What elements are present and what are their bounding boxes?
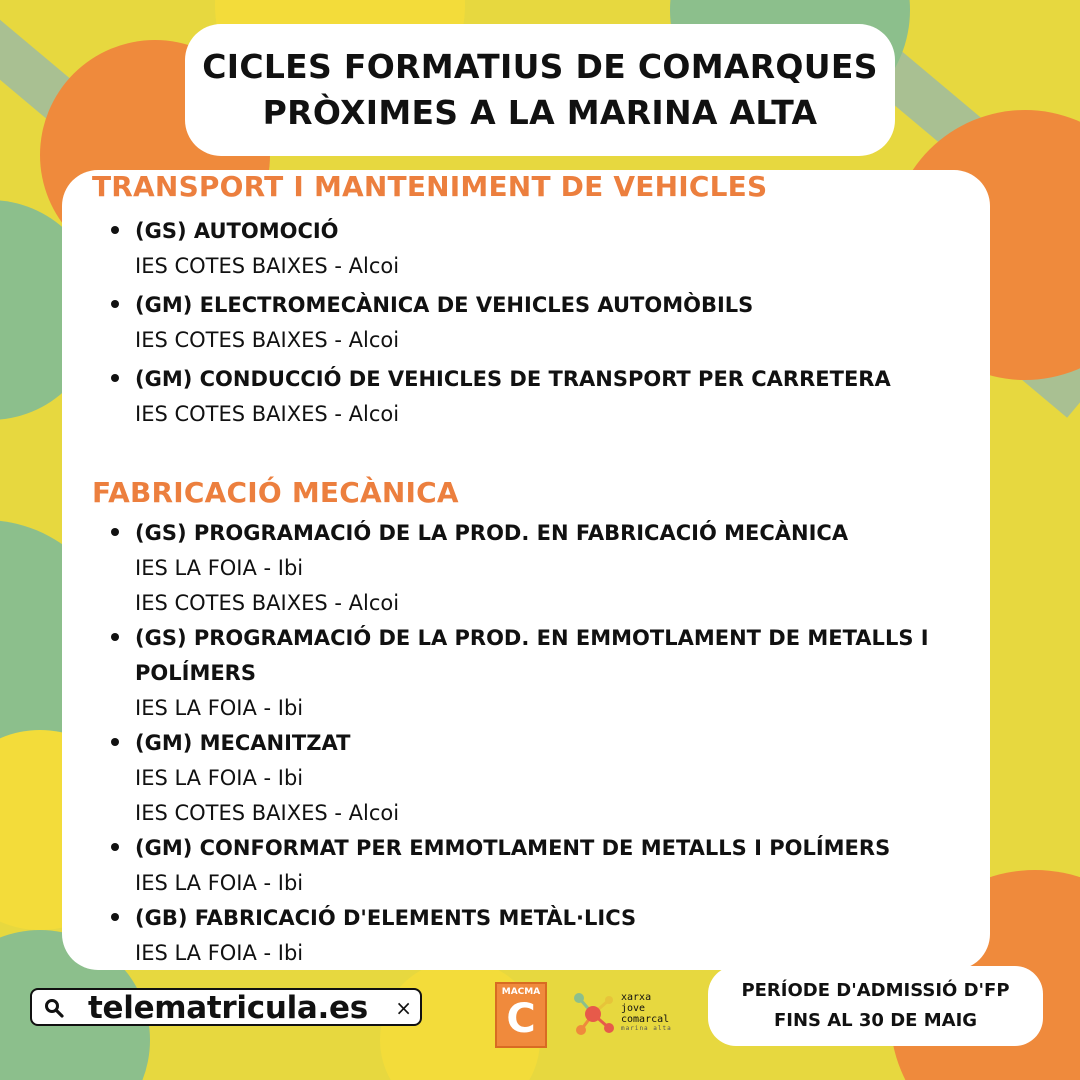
school-name: IES COTES BAIXES - Alcoi xyxy=(135,328,400,352)
macma-logo xyxy=(495,982,547,1048)
search-input[interactable]: telematricula.es xyxy=(88,990,368,1026)
list-item xyxy=(135,516,975,621)
bullet-icon xyxy=(111,913,119,921)
section-title-fabricacio: FABRICACIÓ MECÀNICA xyxy=(92,476,459,509)
xarxa-jove-logo xyxy=(571,988,681,1040)
bullet-icon xyxy=(111,374,119,382)
course-name: (GM) ELECTROMECÀNICA DE VEHICLES AUTOMÒBILS xyxy=(135,293,754,317)
course-name: (GS) PROGRAMACIÓ DE LA PROD. EN EMMOTLAMENT DE METALLS I xyxy=(135,626,929,650)
school-name: IES LA FOIA - Ibi xyxy=(135,696,304,720)
school-name: IES LA FOIA - Ibi xyxy=(135,871,304,895)
course-list-fabricacio xyxy=(135,516,975,971)
xarxa-logo-line-2: jove xyxy=(621,1003,646,1014)
search-bar[interactable] xyxy=(30,988,422,1026)
xarxa-logo-line-1: xarxa xyxy=(621,992,652,1003)
course-name: (GM) CONDUCCIÓ DE VEHICLES DE TRANSPORT PER CARRETERA xyxy=(135,367,891,391)
bullet-icon xyxy=(111,633,119,641)
admission-line-2: FINS AL 30 DE MAIG xyxy=(773,1010,978,1031)
course-name-continued: POLÍMERS xyxy=(135,661,256,685)
course-name: (GM) MECANITZAT xyxy=(135,731,351,755)
list-item xyxy=(135,901,975,971)
school-name: IES LA FOIA - Ibi xyxy=(135,556,304,580)
courses-panel xyxy=(62,170,990,970)
page-title-line-2: PRÒXIMES A LA MARINA ALTA xyxy=(262,93,818,132)
admission-period-box xyxy=(708,966,1043,1046)
xarxa-network-icon xyxy=(571,988,619,1040)
list-item xyxy=(135,726,975,831)
xarxa-logo-line-3: comarcal xyxy=(621,1014,670,1025)
school-name: IES LA FOIA - Ibi xyxy=(135,766,304,790)
course-name: (GS) PROGRAMACIÓ DE LA PROD. EN FABRICACIÓ MECÀNICA xyxy=(135,521,849,545)
school-name: IES COTES BAIXES - Alcoi xyxy=(135,591,400,615)
title-box xyxy=(185,24,895,156)
course-name: (GM) CONFORMAT PER EMMOTLAMENT DE METALLS I POLÍMERS xyxy=(135,836,891,860)
course-name: (GB) FABRICACIÓ D'ELEMENTS METÀL·LICS xyxy=(135,906,637,930)
school-name: IES COTES BAIXES - Alcoi xyxy=(135,254,400,278)
xarxa-logo-text xyxy=(621,992,669,1025)
section-title-transport: TRANSPORT I MANTENIMENT DE VEHICLES xyxy=(92,170,768,203)
school-name: IES COTES BAIXES - Alcoi xyxy=(135,402,400,426)
xarxa-logo-subtitle: marina alta xyxy=(621,1025,672,1032)
list-item xyxy=(135,288,975,358)
list-item xyxy=(135,362,975,432)
bullet-icon xyxy=(111,738,119,746)
bullet-icon xyxy=(111,528,119,536)
bullet-icon xyxy=(111,300,119,308)
admission-line-1: PERÍODE D'ADMISSIÓ D'FP xyxy=(741,980,1010,1001)
course-list-transport xyxy=(135,214,975,432)
close-icon[interactable]: × xyxy=(395,996,412,1020)
school-name: IES LA FOIA - Ibi xyxy=(135,941,304,965)
page-title-line-1: CICLES FORMATIUS DE COMARQUES xyxy=(202,47,878,86)
school-name: IES COTES BAIXES - Alcoi xyxy=(135,801,400,825)
course-name: (GS) AUTOMOCIÓ xyxy=(135,219,339,243)
macma-logo-label: MACMA xyxy=(501,987,541,997)
list-item xyxy=(135,831,975,901)
search-icon[interactable] xyxy=(44,998,64,1018)
list-item xyxy=(135,621,975,726)
bullet-icon xyxy=(111,843,119,851)
list-item xyxy=(135,214,975,284)
macma-logo-letter: C xyxy=(506,996,536,1042)
bullet-icon xyxy=(111,226,119,234)
